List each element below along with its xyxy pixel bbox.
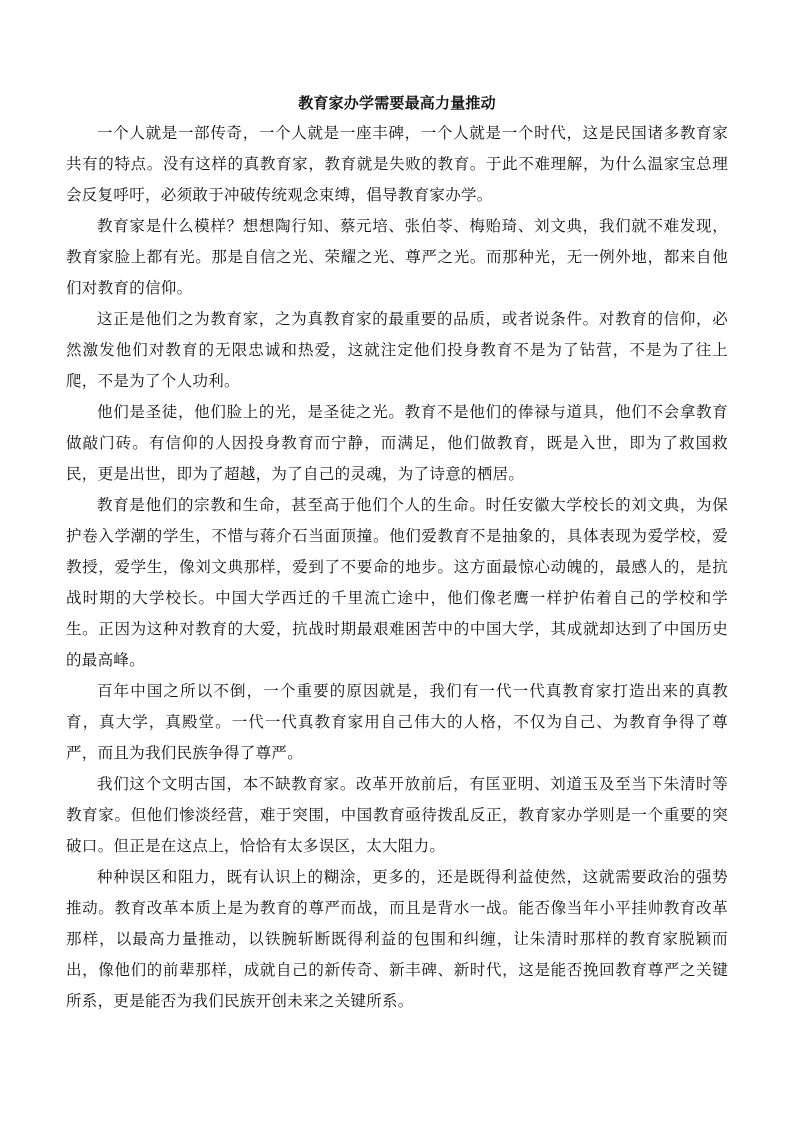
- paragraph-3: 这正是他们之为教育家，之为真教育家的最重要的品质，或者说条件。对教育的信仰，必然激发他们对教育的无限忠诚和热爱，这就注定他们投身教育不是为了钻营，不是为了往上爬，不是为了个人功利。: [66, 310, 728, 390]
- paragraph-7: 我们这个文明古国，本不缺教育家。改革开放前后，有匡亚明、刘道玉及至当下朱清时等教育家。但他们惨淡经营，难于突围，中国教育亟待拨乱反正，教育家办学则是一个重要的突破口。但正是在这点上，恰恰有太多误区，太大阻力。: [66, 775, 728, 855]
- paragraph-5: 教育是他们的宗教和生命，甚至高于他们个人的生命。时任安徽大学校长的刘文典，为保护卷入学潮的学生，不惜与蒋介石当面顶撞。他们爱教育不是抽象的，具体表现为爱学校，爱教授，爱学生，像刘文典那样，爱到了不要命的地步。这方面最惊心动魄的，最感人的，是抗战时期的大学校长。中国大学西迁的千里流亡途中，他们像老鹰一样护佑着自己的学校和学生。正因为这种对教育的大爱，抗战时期最艰难困苦中的中国大学，其成就却达到了中国历史的最高峰。: [66, 496, 728, 669]
- page-title: 教育家办学需要最高力量推动: [298, 94, 496, 112]
- paragraph-1: 一个人就是一部传奇，一个人就是一座丰碑，一个人就是一个时代，这是民国诸多教育家共有的特点。没有这样的真教育家，教育就是失败的教育。于此不难理解，为什么温家宝总理会反复呼吁，必须敢于冲破传统观念束缚，倡导教育家办学。: [66, 124, 728, 204]
- paragraph-8: 种种误区和阻力，既有认识上的糊涂，更多的，还是既得利益使然，这就需要政治的强势推动。教育改革本质上是为教育的尊严而战，而且是背水一战。能否像当年小平挂帅教育改革那样，以最高力量推动，以铁腕斩断既得利益的包围和纠缠，让朱清时那样的教育家脱颖而出，像他们的前辈那样，成就自己的新传奇、新丰碑、新时代，这是能否挽回教育尊严之关键所系，更是能否为我们民族开创未来之关键所系。: [66, 868, 728, 1010]
- document-page: [66, 90, 728, 1017]
- paragraph-2: 教育家是什么模样？想想陶行知、蔡元培、张伯苓、梅贻琦、刘文典，我们就不难发现，教育家脸上都有光。那是自信之光、荣耀之光、尊严之光。而那种光，无一例外地，都来自他们对教育的信仰。: [66, 217, 728, 297]
- paragraph-4: 他们是圣徒，他们脸上的光，是圣徒之光。教育不是他们的俸禄与道具，他们不会拿教育做敲门砖。有信仰的人因投身教育而宁静，而满足，他们做教育，既是入世，即为了救国救民，更是出世，即为了超越，为了自己的灵魂，为了诗意的栖居。: [66, 403, 728, 483]
- paragraph-6: 百年中国之所以不倒，一个重要的原因就是，我们有一代一代真教育家打造出来的真教育，真大学，真殿堂。一代一代真教育家用自己伟大的人格，不仅为自己、为教育争得了尊严，而且为我们民族争得了尊严。: [66, 682, 728, 762]
